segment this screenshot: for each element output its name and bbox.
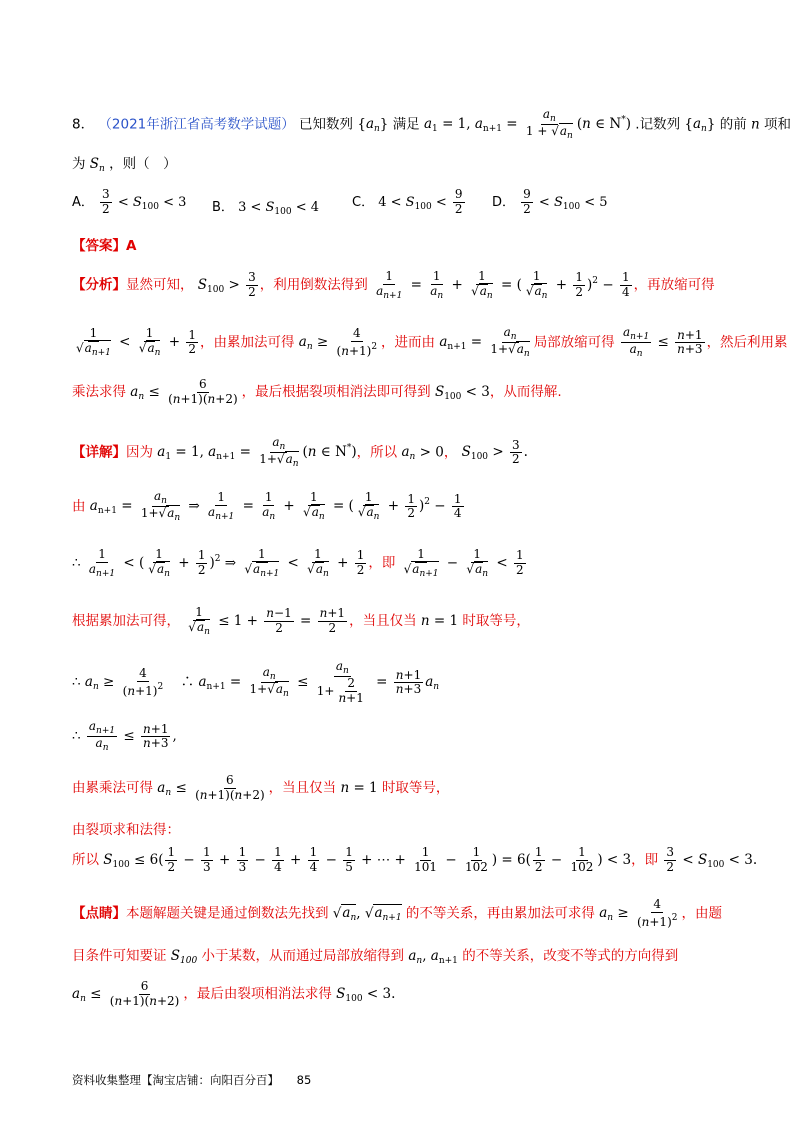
math-seq: $\{a_n\}$: [684, 116, 716, 135]
math-an-le: $a_n$ ≤ $\frac{6}{(n+1)(n+2)}$: [130, 377, 238, 406]
detail-line-6: [72, 720, 740, 754]
answer: 【答案】A: [72, 238, 137, 254]
analysis-line-1: [72, 270, 740, 301]
analysis-text: ，然后利用累: [706, 334, 788, 351]
math-n: n: [751, 116, 760, 133]
detail-text: 时取等号，: [462, 613, 530, 630]
option-c-math: $4 < S_{100}$ < $\frac{9}{2}$: [378, 187, 463, 216]
comment-text: 的不等关系，改变不等式的方向得到: [462, 948, 679, 964]
detail-line-2: [72, 490, 740, 524]
math-s100-lt: $S_{100} < 3$: [434, 383, 490, 402]
option-a: [72, 188, 186, 217]
detail-text: ，所以: [356, 444, 398, 461]
math-s100-lt-2: $S_{100} < 3$.: [336, 985, 396, 1004]
math-an-le-2: $a_n$ ≤ $\frac{6}{(n+1)(n+2)}$: [157, 773, 265, 802]
math-s100-gt: $S_{100}$ > $\frac{3}{2}$: [197, 270, 256, 300]
math-diff: $\frac{1}{√a_{n+1}}$ − $\frac{1}{√a_n}$ < $\frac{1}{2}$: [403, 547, 524, 579]
math-conclusion: $\frac{3}{2}$ < $S_{100} < 3$.: [666, 845, 758, 874]
analysis-text: ，再放缩可得: [633, 277, 715, 294]
analysis-text: ，由累加法可得: [199, 334, 295, 351]
problem-text: 项和: [764, 116, 792, 133]
option-b: [212, 196, 319, 217]
analysis-text: ，最后根据裂项相消法即可得到: [241, 383, 431, 400]
comment-text: 目条件可知要证: [72, 948, 167, 964]
analysis-line-2: [72, 325, 788, 360]
detail-line-8: 由裂项求和法得：: [72, 822, 180, 838]
math-recurrence-2: $a_{n+1}$ = $\frac{a_n}{1+√a_n}$: [439, 325, 530, 360]
math-reciprocal: $\frac{1}{a_{n+1}}$ = $\frac{1}{a_n}$ + $\frac{1}{√a_n}$ = ( $\frac{1}{√a_n}$ + $\frac{1}{2}$ )$^2$ − $\frac{1}{4}$: [376, 269, 630, 301]
comment-line-2: [72, 944, 740, 966]
detail-text: 时取等号，: [381, 779, 450, 796]
comment-text: 本题解题关键是通过倒数法先找到: [126, 905, 329, 922]
analysis-text: ，进而由: [381, 334, 436, 351]
detail-text: 因为: [126, 444, 153, 461]
detail-text: ，即: [368, 555, 396, 572]
option-c: [352, 188, 467, 217]
analysis-text: 局部放缩可得: [533, 334, 615, 351]
math-an-ge-2: $a_n$ ≥ $\frac{4}{(n+1)^2}$: [599, 897, 678, 929]
detail-text: ，当且仅当: [349, 613, 417, 630]
analysis-text: ，从而得解.: [489, 383, 562, 400]
detail-text: 根据累加法可得，: [72, 613, 180, 630]
analysis-text: ，利用倒数法得到: [259, 277, 368, 294]
comment-label: 【点睛】: [72, 905, 126, 922]
option-b-math: $3 < S_{100} < 4$: [238, 200, 320, 217]
analysis-text: 显然可知，: [126, 277, 194, 294]
math-sqrt-pair: $√a_n$, $√a_{n+1}$: [332, 905, 402, 924]
option-a-label: A．: [72, 194, 94, 210]
detail-text: ，当且仅当: [268, 779, 337, 796]
math-an-le-3: $a_n$ ≤ $\frac{6}{(n+1)(n+2)}$: [72, 979, 180, 1008]
math-s100-gt-2: $S_{100}$ > $\frac{3}{2}$ .: [461, 437, 528, 467]
problem-text: 满足: [392, 116, 420, 133]
math-sn: $S_n$: [89, 156, 105, 174]
option-c-label: C．: [352, 194, 375, 210]
detail-text: ，即: [631, 851, 659, 868]
option-a-math: $\frac{3}{2}$ < $S_{100} < 3$: [102, 187, 187, 216]
option-d-math: $\frac{9}{2}$ < $S_{100} < 5$: [523, 187, 608, 216]
detail-line-9: [72, 845, 758, 875]
math-s100: $S_{100}$: [170, 948, 198, 966]
problem-text: 已知数列: [299, 116, 354, 133]
detail-line-1: [72, 436, 740, 470]
analysis-label: 【分析】: [72, 277, 126, 294]
problem-text: 的前: [719, 116, 747, 133]
math-recurrence: $a_1 = 1$, $a_{n+1}$ = $\frac{a_n}{1 + √a_n}$ (n ∈ N*): [423, 107, 631, 142]
math-n-eq-1: n = 1: [420, 613, 459, 630]
detail-line-3: [72, 548, 740, 579]
detail-label: 【详解】: [72, 444, 126, 461]
math-an-pair: $a_n$, $a_{n+1}$: [408, 948, 458, 966]
problem-line-1: [72, 107, 792, 142]
math-derivation-1: $a_{n+1}$ = $\frac{a_n}{1+√a_n}$ ⇒ $\frac{1}{a_{n+1}}$ = $\frac{1}{a_n}$ + $\frac{1}{√a_n}$ = ( $\frac{1}{√a_n}$ + $\frac{1}{2}$ )$^2$ − $\frac{1}{4}$: [89, 489, 462, 524]
footer: [72, 1072, 311, 1088]
math-sum-bound: $\frac{1}{√a_n}$ ≤ 1 + $\frac{n-1}{2}$ = $\frac{n+1}{2}$: [188, 605, 346, 637]
math-derivation-3: ∴ $a_n$ ≥ $\frac{4}{(n+1)^2}$ ∴ $a_{n+1}$ = $\frac{a_n}{1+√a_n}$ ≤ $a_n$ 1+ $\frac{2}{n+1}$ = $\frac{n+1}{n+3}$ $a_n$: [72, 659, 440, 706]
detail-line-4: [72, 606, 740, 637]
problem-number: 8．: [72, 116, 95, 133]
option-d: [492, 188, 608, 217]
option-d-label: D．: [492, 194, 516, 210]
math-telescoping: $S_{100} \le 6$( $\frac{1}{2}$ − $\frac{1}{3}$ + $\frac{1}{3}$ − $\frac{1}{4}$ + $\frac{1}{4}$ − $\frac{1}{5}$ + ⋯ + $\frac{1}{101}$ − $\frac{1}{102}$ ) = 6( $\frac{1}{2}$ − $\frac{1}{102}$ ) < 3: [103, 845, 632, 874]
problem-line-2: [72, 152, 740, 174]
comment-text: 小于某数，从而通过局部放缩得到: [201, 948, 405, 964]
footer-text: 资料收集整理【淘宝店铺：向阳百分百】: [72, 1073, 279, 1087]
detail-text: ，: [443, 444, 458, 461]
problem-text: .记数列: [635, 116, 681, 133]
math-an-pos: $a_n > 0$: [401, 444, 444, 463]
math-bound: $\frac{1}{√a_{n+1}}$ < $\frac{1}{√a_n}$ + $\frac{1}{2}$: [76, 326, 196, 359]
page-number: 85: [296, 1073, 312, 1087]
detail-text: 由累乘法可得: [72, 779, 153, 796]
problem-text: ，则（ ）: [109, 156, 177, 172]
detail-line-7: [72, 774, 740, 803]
math-seq: $\{a_n\}$: [357, 116, 389, 135]
math-derivation-2: ∴ $\frac{1}{a_{n+1}}$ < ( $\frac{1}{√a_n}$ + $\frac{1}{2}$ )$^2$ ⇒ $\frac{1}{√a_{n+1}}$ < $\frac{1}{√a_n}$ + $\frac{1}{2}$: [72, 547, 365, 579]
comment-line-3: [72, 980, 740, 1009]
detail-line-5: [72, 660, 740, 706]
math-given: $a_1 = 1$, $a_{n+1}$ = $\frac{a_n}{1+√a_n}$ (n ∈ N*): [157, 435, 357, 470]
comment-text: ，最后由裂项相消法求得: [183, 985, 332, 1002]
math-n-eq-1-b: n = 1: [340, 779, 378, 796]
problem-text: 为: [72, 156, 86, 172]
comment-text: ，由题: [681, 905, 722, 922]
detail-text: 由: [72, 498, 86, 515]
analysis-line-3: [72, 378, 740, 407]
math-derivation-4: ∴ $\frac{a_{n+1}}{a_n}$ ≤ $\frac{n+1}{n+3}$ ,: [72, 719, 177, 754]
analysis-text: 乘法求得: [72, 383, 126, 400]
math-an-ge: $a_n$ ≥ $\frac{4}{(n+1)^2}$: [298, 326, 378, 358]
option-b-label: B．: [212, 200, 234, 215]
math-ratio: $\frac{a_{n+1}}{a_n}$ ≤ $\frac{n+1}{n+3}$: [622, 325, 703, 360]
comment-text: 的不等关系，再由累加法可求得: [405, 905, 595, 922]
detail-text: 所以: [72, 851, 99, 868]
comment-line-1: [72, 898, 740, 930]
problem-source: （2021年浙江省高考数学试题）: [98, 116, 295, 133]
